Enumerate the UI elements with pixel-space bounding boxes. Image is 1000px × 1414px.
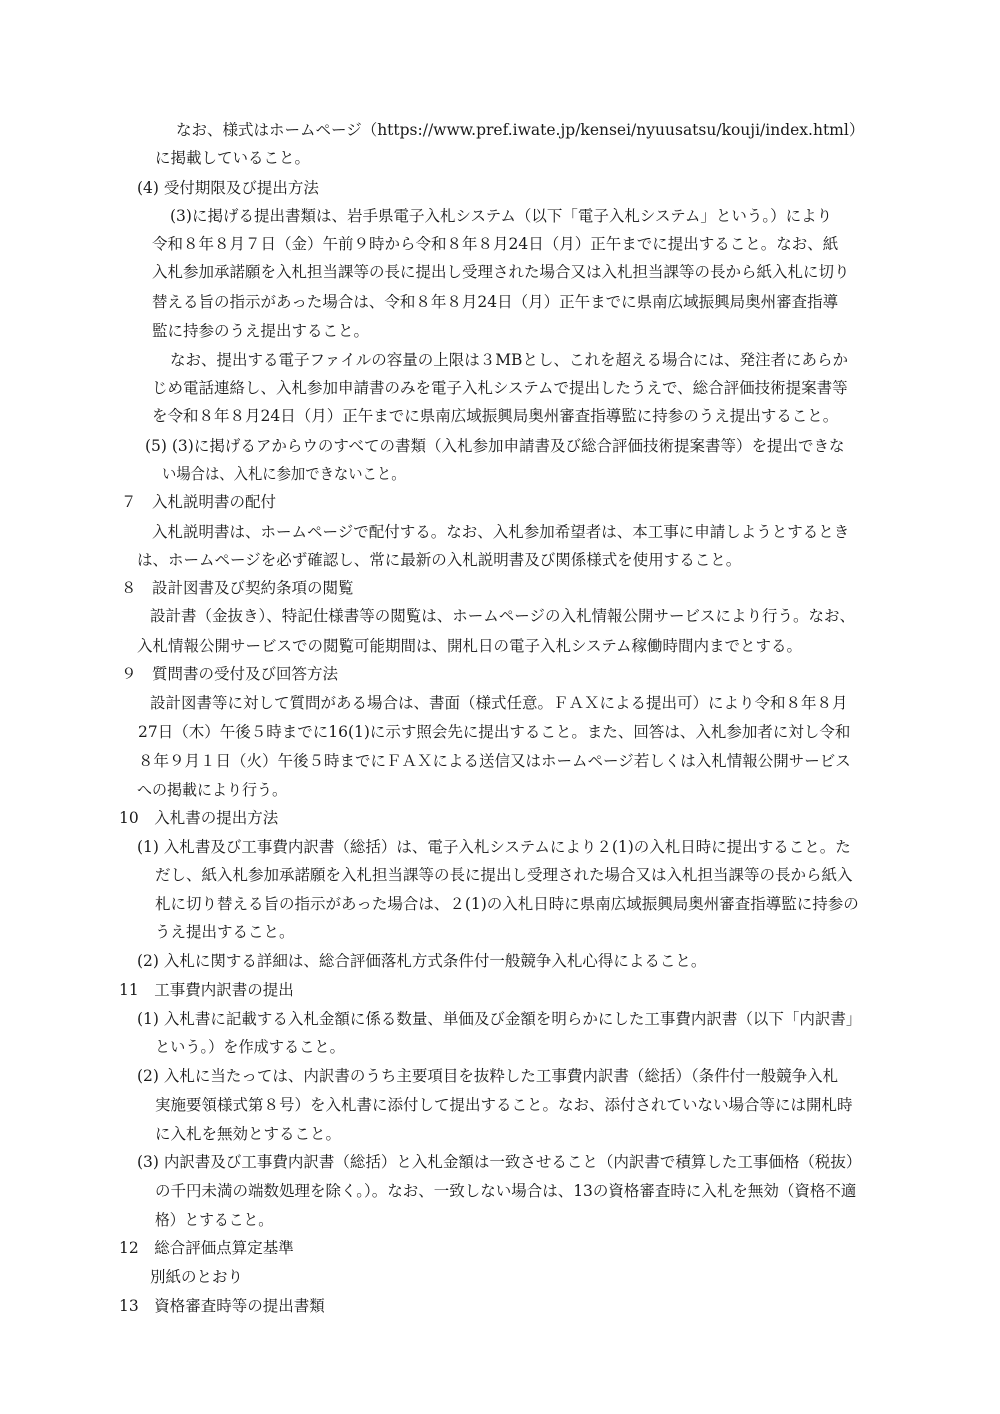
text-line: (2) 入札に関する詳細は、総合評価落札方式条件付一般競争入札心得によること。 xyxy=(137,952,707,970)
section-heading: ７ 入札説明書の配付 xyxy=(121,493,277,511)
section-heading: 13 資格審査時等の提出書類 xyxy=(119,1297,325,1315)
text-line: 実施要領様式第８号）を入札書に添付して提出すること。なお、添付されていない場合等には開札時 xyxy=(155,1096,853,1114)
text-line: は、ホームページを必ず確認し、常に最新の入札説明書及び関係様式を使用すること。 xyxy=(137,551,742,569)
text-line: (1) 入札書に記載する入札金額に係る数量、単価及び金額を明らかにした工事費内訳書（以下「内訳書」 xyxy=(137,1010,862,1028)
text-line: (1) 入札書及び工事費内訳書（総括）は、電子入札システムにより２(1)の入札日時に提出すること。た xyxy=(137,838,851,856)
text-line: 別紙のとおり xyxy=(150,1268,244,1286)
section-heading: 10 入札書の提出方法 xyxy=(119,809,279,827)
text-line: に掲載していること。 xyxy=(155,149,311,167)
text-line: (5) (3)に掲げるアからウのすべての書類（入札参加申請書及び総合評価技術提案書等）を提出できな xyxy=(145,437,845,455)
text-line: なお、様式はホームページ（https://www.pref.iwate.jp/kensei/nyuusatsu/kouji/index.html） xyxy=(176,121,865,139)
text-line: い場合は、入札に参加できないこと。 xyxy=(162,465,406,483)
text-line: 替える旨の指示があった場合は、令和８年８月24日（月）正午までに県南広域振興局奥州審査指導 xyxy=(152,293,839,311)
text-line: 入札説明書は、ホームページで配付する。なお、入札参加希望者は、本工事に申請しようとするとき xyxy=(152,523,850,541)
text-line: 設計図書等に対して質問がある場合は、書面（様式任意。ＦＡＸによる提出可）により令和８年８月 xyxy=(150,694,848,712)
section-heading: 12 総合評価点算定基準 xyxy=(119,1239,294,1257)
section-heading: 11 工事費内訳書の提出 xyxy=(119,981,294,999)
text-line: の千円未満の端数処理を除く。）。なお、一致しない場合は、13の資格審査時に入札を無効（資格不適 xyxy=(155,1182,857,1200)
text-line: という。）を作成すること。 xyxy=(155,1038,345,1056)
text-line: なお、提出する電子ファイルの容量の上限は３MBとし、これを超える場合には、発注者にあらか xyxy=(170,351,848,369)
text-line: 入札情報公開サービスでの閲覧可能期間は、開札日の電子入札システム稼働時間内までとする。 xyxy=(137,637,802,655)
text-line: 格）とすること。 xyxy=(155,1211,274,1229)
section-heading: (4) 受付期限及び提出方法 xyxy=(137,179,319,197)
text-line: だし、紙入札参加承諾願を入札担当課等の長に提出し受理された場合又は入札担当課等の長から紙入 xyxy=(155,866,853,884)
text-line: 札に切り替える旨の指示があった場合は、２(1)の入札日時に県南広域振興局奥州審査指導監に持参の xyxy=(155,895,859,913)
section-heading: ８ 設計図書及び契約条項の閲覧 xyxy=(121,579,354,597)
section-heading: ９ 質問書の受付及び回答方法 xyxy=(121,665,339,683)
text-line: じめ電話連絡し、入札参加申請書のみを電子入札システムで提出したうえで、総合評価技術提案書等 xyxy=(152,379,848,397)
text-line: 設計書（金抜き）、特記仕様書等の閲覧は、ホームページの入札情報公開サービスにより行う。なお、 xyxy=(150,607,855,625)
text-line: (3) 内訳書及び工事費内訳書（総括）と入札金額は一致させること（内訳書で積算した工事価格（税抜） xyxy=(137,1153,862,1171)
text-line: (3)に掲げる提出書類は、岩手県電子入札システム（以下「電子入札システム」という。）により xyxy=(170,207,833,225)
text-line: 監に持参のうえ提出すること。 xyxy=(152,322,370,340)
text-line: ８年９月１日（火）午後５時までにＦＡＸによる送信又はホームページ若しくは入札情報公開サービス xyxy=(138,752,851,770)
text-line: への掲載により行う。 xyxy=(137,781,288,799)
text-line: (2) 入札に当たっては、内訳書のうち主要項目を抜粋した工事費内訳書（総括）（条件付一般競争入札 xyxy=(137,1067,839,1085)
text-line: に入札を無効とすること。 xyxy=(155,1125,342,1143)
text-line: うえ提出すること。 xyxy=(155,923,295,941)
text-line: 27日（木）午後５時までに16(1)に示す照会先に提出すること。また、回答は、入札参加者に対し令和 xyxy=(138,723,851,741)
text-line: を令和８年８月24日（月）正午までに県南広域振興局奥州審査指導監に持参のうえ提出すること。 xyxy=(152,407,839,425)
text-line: 入札参加承諾願を入札担当課等の長に提出し受理された場合又は入札担当課等の長から紙入札に切り xyxy=(152,263,850,281)
text-line: 令和８年８月７日（金）午前９時から令和８年８月24日（月）正午までに提出すること。なお、紙 xyxy=(152,235,839,253)
